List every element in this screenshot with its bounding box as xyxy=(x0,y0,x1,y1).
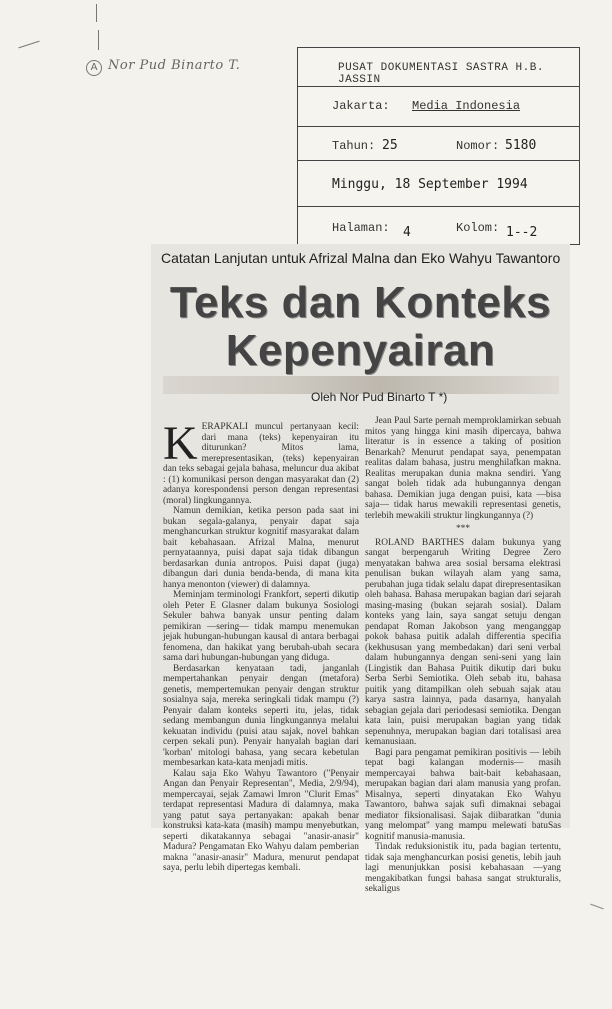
paragraph: Tindak reduksionistik itu, pada bagian tertentu, tidak saja menghancurkan posisi genetis, lebih jauh lagi menunjukkan posisi kebahasaan —yang mengakibatkan fungsi bahasa sangat strukturalis, sekaligus xyxy=(365,842,561,894)
pencil-dash-mark xyxy=(18,41,39,49)
article-title-line-2: Kepenyairan xyxy=(225,326,496,375)
column-label: Kolom: xyxy=(456,221,500,235)
article-column-left xyxy=(163,417,359,873)
year-value: 25 xyxy=(382,138,398,153)
section-break: *** xyxy=(455,524,471,534)
paragraph: Jean Paul Sarte pernah memproklamirkan sebuah mitos yang hingga kini masih dipercaya, bahwa literatur is in essence a taking of position Benarkah? Menurut pendapat saya, penempatan realitas dalam bahasa, justru menghilafkan makna. Realitas merupakan dunia makna sendiri. Yang sangat boleh tidak ada hubungannya dengan bahasa. Demikian juga dengan puisi, kata —bisa saja— tidak harus mewakili representasi genetis, terlebih mewakili struktur lingkungannya (?) xyxy=(365,416,561,521)
stamp-row-year xyxy=(298,126,579,161)
paragraph: Meminjam terminologi Frankfort, seperti dikutip oleh Peter E Glasner dalam bukunya Sosiologi Sekuler bahwa banyak unsur penting dalam pemikiran —sering— tidak mampu menemukan jejak hubungan-hubungan kausal di antara berbagai fenomena, dan hakikat yang berubah-ubah secara sama dari hubungan-hubungan yang diduga. xyxy=(163,590,359,663)
paragraph: Namun demikian, ketika person pada saat ini bukan segala-galanya, penyair dapat saja menghancurkan struktur kognitif masyarakat dalam bait kebahasaan. Afrizal Malna, menurut pernyataannya, puisi dapat saja tidak dibangun berdasarkan dunia antropos. Puisi dapat (juga) dibangun dari dunia benda-benda, di mana kita hanya menonton (viewer) di dalamnya. xyxy=(163,506,359,590)
paragraph: Berdasarkan kenyataan tadi, janganlah mempertahankan penyair dengan (metafora) genetis, mempertemukan penyair dengan struktur sosialnya saja, mereka seringkali tidak mampu (?) Penyair dalam konteks seperti itu, jelas, tidak sedang membangun dunia lingkungannya melalui kekuatan individu (puisi atau sajak, novel bahkan cerpen sekali pun). Penyair hanyalah bagian dari 'korban' mitologi bahasa, yang secara kebetulan membesarkan kata-kata menjadi mitis. xyxy=(163,663,359,768)
page-value: 4 xyxy=(403,225,411,240)
handwritten-note: Nor Pud Binarto T. xyxy=(108,58,241,73)
article-title-line-1: Teks dan Konteks xyxy=(169,278,552,327)
stamp-row-page xyxy=(298,206,579,245)
stamp-row-location xyxy=(298,86,579,127)
paragraph-lead: KERAPKALI muncul pertanyaan kecil: dari mana (teks) kepenyairan itu diturunkan? Mitos lama, merepresentasikan, (teks) kepenyairan dan teks sebagai gejala bahasa, meluncur dua akibat : (1) komunikasi person dengan masyarakat dan (2) adanya korespondensi person dengan representasi (moral) lingkungannya. xyxy=(163,417,359,506)
newspaper-clipping xyxy=(151,244,570,894)
drop-cap: K xyxy=(163,417,198,470)
paragraph: ROLAND BARTHES dalam bukunya yang sangat berpengaruh Writing Degree Zero menyatakan bahwa area sosial bersama elektrasi penulisan bukan wilayah alam yang sama, perubahan juga tidak selalu dapat direpresentasikan oleh bahasa. Bahasa merupakan bagian dari sejarah masing-masing (bukan sejarah sosial). Dalam konteks yang lain, saya sangat setuju dengan pendapat Roman Jakobson yang menganggap pokok bahasa puitik adalah differentia specifia (kekhususan yang membedakan) dari seni verbal dalam hubungannya dengan seni-seni yang lain (Lingistik dan Bahasa Puitik dikutip dari buku Serba Serbi Semiotika. Oleh sebab itu, bahasa puitik yang ditampilkan oleh sebuah sajak atau karya sastra lainnya, pada dasarnya, hanyalah sebagian gejala dari periodesasi semiotika. Dengan kata lain, puisi merupakan bagian yang tidak sepenuhnya, merupakan bagian dari totalisasi area kemanusiaan. xyxy=(365,537,561,747)
publication-date: Minggu, 18 September 1994 xyxy=(332,177,528,192)
pencil-tick-mark xyxy=(98,30,99,50)
circle-letter: A xyxy=(86,60,102,76)
article-byline: Oleh Nor Pud Binarto T *) xyxy=(311,390,448,404)
page-label: Halaman: xyxy=(332,221,390,235)
year-label: Tahun: xyxy=(332,139,376,153)
location-label: Jakarta: xyxy=(332,99,390,113)
location-value: Media Indonesia xyxy=(412,99,521,113)
article-kicker: Catatan Lanjutan untuk Afrizal Malna dan Eko Wahyu Tawantoro xyxy=(161,250,561,266)
column-value: 1--2 xyxy=(506,225,538,240)
pencil-dash-mark xyxy=(590,904,603,910)
stamp-row-date xyxy=(298,160,579,207)
number-value: 5180 xyxy=(505,138,537,153)
pencil-tick-mark xyxy=(96,4,97,22)
article-column-right xyxy=(365,416,561,894)
number-label: Nomor: xyxy=(456,139,500,153)
paragraph: Bagi para pengamat pemikiran positivis — lebih tepat bagi kalangan modernis— masih mempercayai bahwa bait-bait kebahasaan, merupakan bagian dari alam manusia yang profan. Misalnya, seperti dinyatakan Eko Wahyu Tawantoro, bahwa sajak sufi dimaknai sebagai mediator fiksionalisasi. Sajak diibaratkan "dunia yang melompat" yang mampu melewati batuSas kognitif manusia-manusia. xyxy=(365,747,561,842)
paragraph: Kalau saja Eko Wahyu Tawantoro ("Penyair Angan dan Penyair Representan", Media, 2/9/94), mempercayai, sejak Zamawi Imron "Clurit Emas" terdapat representasi Madura di dalamnya, maka yang patut saya pertanyakan: apakah benar konstruksi kata-kata (masih) mampu menyebutkan, seperti dikatakannya sebagai "anasir-anasir" Madura? Pengamatan Eko Wahyu dalam pemberian makna "anasir-anasir" Madura, menurut pendapat saya, perlu lebih dipertegas kembali. xyxy=(163,768,359,873)
stamp-title: PUSAT DOKUMENTASI SASTRA H.B. JASSIN xyxy=(338,62,544,86)
archive-stamp xyxy=(297,47,580,245)
